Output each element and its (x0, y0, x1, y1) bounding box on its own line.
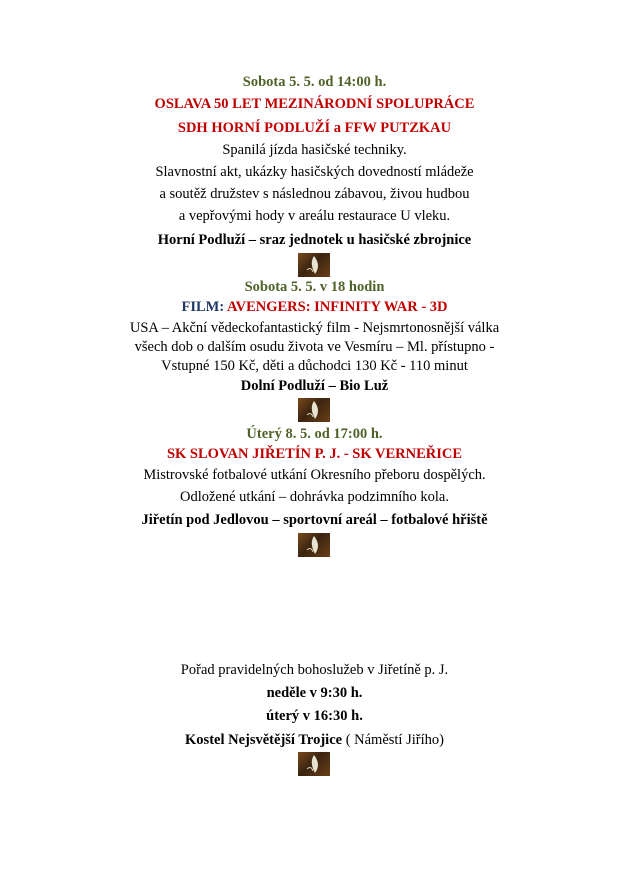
event2-title-prefix: FILM: (181, 299, 227, 315)
services-tuesday: úterý v 16:30 h. (266, 708, 363, 724)
event2-title (0, 298, 629, 316)
event1-date: Sobota 5. 5. od 14:00 h. (242, 74, 387, 90)
ornament-icon (298, 253, 330, 277)
event1-desc-line: Slavnostní akt, ukázky hasičských dovedností mládeže (155, 164, 474, 180)
ornament-icon (298, 752, 330, 776)
event2-place: Dolní Podluží – Bio Luž (240, 378, 389, 394)
event1-desc-line: a vepřovými hody v areálu restaurace U vleku. (178, 208, 451, 224)
event2-title-main: AVENGERS: INFINITY WAR - (227, 299, 430, 315)
services-sunday: neděle v 9:30 h. (266, 685, 363, 701)
event3-place: Jiřetín pod Jedlovou – sportovní areál – fotbalové hřiště (141, 512, 488, 528)
services-church (0, 731, 629, 749)
event2-desc-line: Vstupné 150 Kč, děti a důchodci 130 Kč - 110 minut (161, 358, 468, 374)
ornament-icon (298, 533, 330, 557)
church-name: Kostel Nejsvětější Trojice (185, 732, 343, 748)
event3-title: SK SLOVAN JIŘETÍN P. J. - SK VERNEŘICE (166, 446, 463, 462)
event3-desc-line: Mistrovské fotbalové utkání Okresního přeboru dospělých. (143, 467, 486, 483)
event3-desc-line: Odložené utkání – dohrávka podzimního kola. (180, 489, 449, 505)
event3-date: Úterý 8. 5. od 17:00 h. (246, 426, 383, 442)
event2-desc-line: všech dob o dalším osudu života ve Vesmíru – Ml. přístupno - (134, 339, 495, 355)
event1-place: Horní Podluží – sraz jednotek u hasičské zbrojnice (157, 232, 472, 248)
event1-title-line1: OSLAVA 50 LET MEZINÁRODNÍ SPOLUPRÁCE (154, 96, 475, 112)
event2-title-suffix: 3D (429, 299, 448, 315)
ornament-icon (298, 398, 330, 422)
event1-title-line2: SDH HORNÍ PODLUŽÍ a FFW PUTZKAU (177, 120, 452, 136)
church-note: ( Náměstí Jiřího) (342, 732, 444, 748)
services-intro: Pořad pravidelných bohoslužeb v Jiřetíně p. J. (180, 662, 449, 678)
event1-desc-line: Spanilá jízda hasičské techniky. (222, 142, 407, 158)
event1-desc-line: a soutěž družstev s následnou zábavou, živou hudbou (159, 186, 470, 202)
event2-date: Sobota 5. 5. v 18 hodin (244, 279, 385, 295)
event2-desc-line: USA – Akční vědeckofantastický film - Nejsmrtonosnější válka (129, 320, 500, 336)
